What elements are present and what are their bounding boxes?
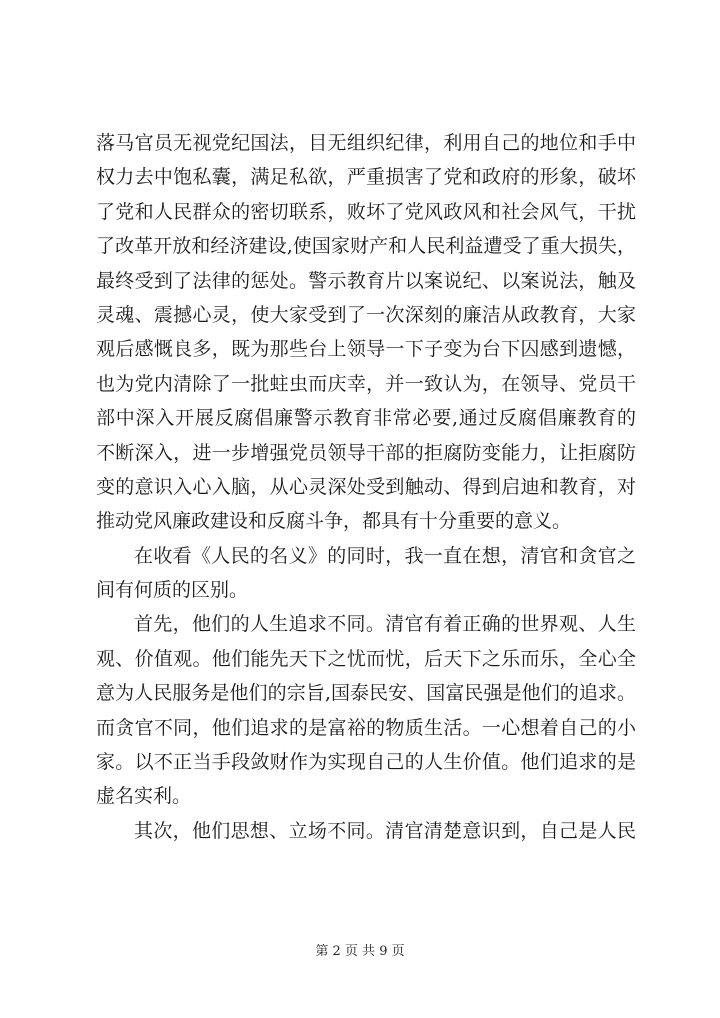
page-number-footer: 第 2 页 共 9 页 (315, 944, 405, 959)
text-line: 部中深入开展反腐倡廉警示教育非常必要,通过反腐倡廉教育的 (96, 407, 636, 430)
text-line: 权力去中饱私囊，满足私欲，严重损害了党和政府的形象，破坏 (96, 166, 636, 189)
paragraph-start-line: 其次，他们思想、立场不同。清官清楚意识到，自己是人民 (134, 819, 636, 842)
text-line: 变的意识入心入脑，从心灵深处受到触动、得到启迪和教育，对 (96, 475, 636, 498)
text-line: 意为人民服务是他们的宗旨,国泰民安、国富民强是他们的追求。 (96, 682, 636, 705)
text-line: 灵魂、震撼心灵，使大家受到了一次深刻的廉洁从政教育，大家 (96, 303, 636, 326)
body-text (96, 126, 636, 848)
paragraph-start-line: 首先，他们的人生追求不同。清官有着正确的世界观、人生 (134, 613, 636, 636)
text-line: 家。以不正当手段敛财作为实现自己的人生价值。他们追求的是 (96, 751, 636, 774)
text-line: 落马官员无视党纪国法，目无组织纪律，利用自己的地位和手中 (96, 132, 636, 154)
paragraph-start-line: 在收看《人民的名义》的同时，我一直在想，清官和贪官之 (134, 544, 636, 567)
text-line: 不断深入，进一步增强党员领导干部的拒腐防变能力，让拒腐防 (96, 441, 636, 464)
paragraph-end-line: 间有何质的区别。 (96, 579, 249, 602)
text-line: 了党和人民群众的密切联系，败坏了党风政风和社会风气，干扰 (96, 200, 636, 223)
text-line: 也为党内清除了一批蛀虫而庆幸，并一致认为，在领导、党员干 (96, 372, 636, 395)
text-line: 观后感慨良多，既为那些台上领导一下子变为台下囚感到遗憾， (96, 338, 636, 361)
text-line: 了改革开放和经济建设,使国家财产和人民利益遭受了重大损失， (96, 235, 636, 258)
paragraph-end-line: 推动党风廉政建设和反腐斗争，都具有十分重要的意义。 (96, 510, 572, 533)
text-line: 而贪官不同，他们追求的是富裕的物质生活。一心想着自己的小 (96, 716, 636, 739)
text-line: 观、价值观。他们能先天下之忧而忧，后天下之乐而乐，全心全 (96, 647, 636, 670)
text-line: 最终受到了法律的惩处。警示教育片以案说纪、以案说法，触及 (96, 269, 636, 292)
paragraph-end-line: 虚名实利。 (96, 785, 192, 808)
